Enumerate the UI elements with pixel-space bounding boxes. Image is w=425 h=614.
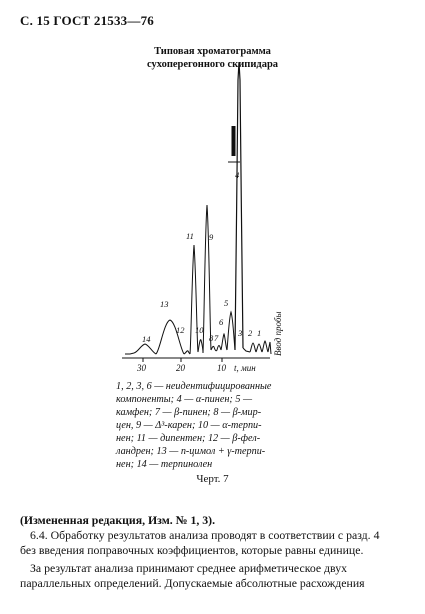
legend-line: нен; 14 — терпинолен <box>116 459 213 470</box>
paragraph-6-4-line2: без введения поправочных коэффициентов, которые равны единице. <box>20 543 364 557</box>
peak-label-2: 2 <box>248 328 253 338</box>
peak-4-cutoff <box>232 126 236 156</box>
peak-label-6: 6 <box>219 317 224 327</box>
peak-label-13: 13 <box>160 299 169 309</box>
x-tick-label-20: 20 <box>176 363 185 373</box>
peak-5 <box>227 312 235 350</box>
peak-label-14: 14 <box>142 334 151 344</box>
x-axis-unit: t, мин <box>234 363 256 373</box>
peak-label-3: 3 <box>238 328 243 338</box>
injection-label: Ввод пробы <box>273 311 283 356</box>
peak-label-5: 5 <box>224 298 229 308</box>
legend-line: 1, 2, 3, 6 — неидентифицированные <box>116 381 272 392</box>
peak-label-12: 12 <box>176 325 185 335</box>
peak-label-8: 8 <box>209 333 214 343</box>
legend-line: нен; 11 — дипентен; 12 — β-фел- <box>116 433 261 444</box>
peak-11 <box>190 245 198 354</box>
peak-1 <box>262 341 268 352</box>
peak-14 <box>134 344 156 354</box>
baseline <box>125 353 134 354</box>
peak-4 <box>235 62 243 350</box>
paragraph-6-4-line1: 6.4. Обработку результатов анализа проводят в соответствии с разд. 4 <box>30 528 380 542</box>
peak-6 <box>221 334 227 350</box>
amendment-note: (Измененная редакция, Изм. № 1, 3). <box>20 513 216 527</box>
legend-line: камфен; 7 — β-пинен; 8 — β-мир- <box>116 407 262 418</box>
figure-title-line2: сухоперегонного скипидара <box>146 59 279 70</box>
peak-label-7: 7 <box>214 333 219 343</box>
peak-label-10: 10 <box>195 325 204 335</box>
peak-10 <box>198 340 203 353</box>
peak-label-11: 11 <box>186 231 194 241</box>
figure-title-line1: Типовая хроматограмма <box>154 46 271 57</box>
peak-label-4: 4 <box>235 170 240 180</box>
legend-line: цен, 9 — Δ³-карен; 10 — α-терпи- <box>116 420 262 431</box>
paragraph-next-line1: За результат анализа принимают среднее арифметическое двух <box>30 561 348 575</box>
x-tick-label-10: 10 <box>217 363 226 373</box>
peak-label-9: 9 <box>209 232 214 242</box>
peak-2 <box>256 344 262 352</box>
x-tick-label-30: 30 <box>137 363 146 373</box>
figure-caption: Черт. 7 <box>196 473 229 485</box>
page-header: С. 15 ГОСТ 21533—76 <box>20 13 154 28</box>
peak-3 <box>250 343 256 352</box>
injection-spike <box>268 342 271 354</box>
legend-line: компоненты; 4 — α-пинен; 5 — <box>116 394 253 405</box>
baseline-mid <box>243 348 250 352</box>
peak-12 <box>184 351 190 354</box>
legend-line: ландрен; 13 — n-цимол + γ-терпи- <box>116 446 266 457</box>
peak-label-1: 1 <box>257 328 262 338</box>
peak-8-7 <box>211 346 221 351</box>
peak-9 <box>203 205 211 353</box>
paragraph-next-line2: параллельных определений. Допускаемые абсолютные расхождения <box>20 576 365 590</box>
figure-legend <box>116 380 298 471</box>
